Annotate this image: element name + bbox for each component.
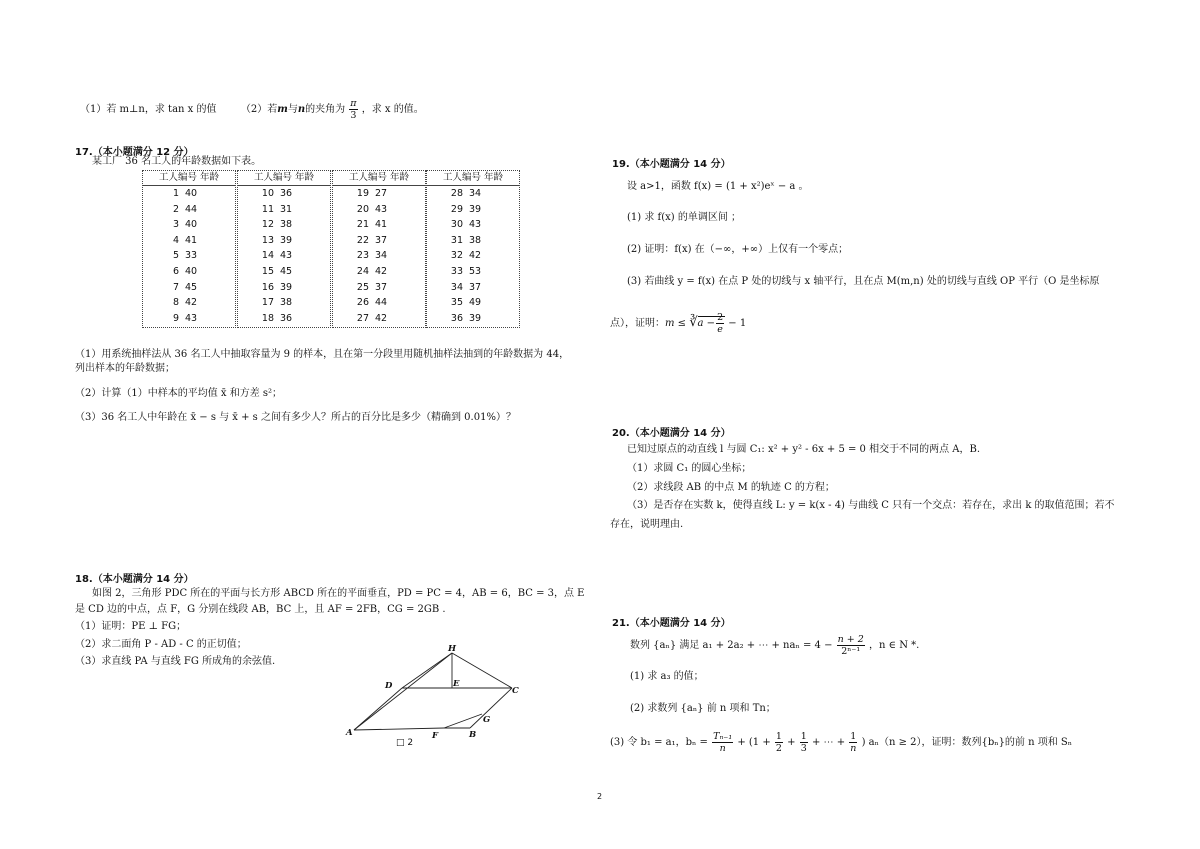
q20-p3-line2: 存在，说明理由. — [610, 519, 684, 530]
label-D: D — [385, 681, 393, 691]
q18-p3: （3）求直线 PA 与直线 FG 所成角的余弦值. — [75, 656, 276, 667]
page-number: 2 — [597, 792, 603, 801]
worker-age: 39 — [469, 203, 482, 215]
q17-p1-line2: 列出样本的年龄数据； — [75, 363, 175, 374]
worker-id: 21 — [356, 219, 369, 231]
q20-header: 20.（本小题满分 14 分） — [612, 428, 731, 439]
worker-id: 34 — [450, 281, 463, 293]
worker-id: 3 — [172, 219, 179, 231]
worker-age: 49 — [469, 297, 482, 309]
q16-part1: （1）若 m⊥n，求 tan x 的值 — [80, 104, 217, 115]
label-H: H — [448, 644, 457, 654]
edge-BC — [470, 688, 512, 728]
q16-part2-pre: （2）若 — [240, 104, 278, 115]
table-header: 工人编号 年龄 — [238, 171, 330, 186]
q16-fraction: $\frac{\pi}{3}$ — [350, 98, 357, 121]
worker-id: 23 — [356, 250, 369, 262]
worker-id: 31 — [450, 234, 463, 246]
worker-id: 19 — [356, 188, 369, 199]
table-row — [143, 188, 235, 204]
figure-caption: □ 2 — [396, 738, 414, 748]
table-row — [238, 219, 330, 235]
worker-age: 42 — [469, 250, 482, 262]
worker-age: 34 — [469, 188, 482, 199]
table-block — [426, 170, 520, 328]
q16-n: n — [297, 104, 306, 115]
table-row — [143, 282, 235, 298]
q17-p1-line1: （1）用系统抽样法从 36 名工人中抽取容量为 9 的样本，且在第一分段里用随机抽样法抽到的年龄数据为 44， — [75, 349, 570, 360]
worker-id: 6 — [172, 266, 179, 277]
edge-HD — [402, 653, 452, 688]
table-row — [427, 282, 519, 298]
q19-header: 19.（本小题满分 14 分） — [612, 159, 731, 170]
worker-age: 53 — [469, 266, 482, 277]
table-row — [333, 297, 425, 313]
q16-part2-post: 的夹角为 — [305, 104, 346, 115]
worker-id: 25 — [356, 281, 369, 293]
q19-intro: 设 a>1，函数 f(x) = (1 + x²)eˣ − a 。 — [627, 181, 809, 192]
table-row — [143, 235, 235, 251]
q19-p3-line1: (3) 若曲线 y = f(x) 在点 P 处的切线与 x 轴平行，且在点 M(m,n) 处的切线与直线 OP 平行（O 是坐标原 — [627, 276, 1100, 287]
q16-part2-mid: 与 — [287, 104, 298, 115]
worker-id: 35 — [450, 297, 463, 309]
worker-age: 31 — [280, 203, 293, 215]
edge-AD — [354, 688, 402, 730]
worker-id: 29 — [450, 203, 463, 215]
label-F: F — [432, 731, 439, 741]
q19-p2: (2) 证明：f(x) 在（−∞，+∞）上仅有一个零点； — [627, 244, 849, 255]
q21-p2: (2) 求数列 {aₙ} 前 n 项和 Tn； — [630, 703, 776, 714]
worker-id: 2 — [172, 203, 179, 215]
worker-age: 40 — [185, 266, 198, 277]
q18-line2: 是 CD 边的中点，点 F，G 分别在线段 AB，BC 上，且 AF = 2FB，CG = 2GB . — [75, 604, 446, 615]
worker-age: 36 — [280, 188, 293, 199]
q17-intro: 某工厂 36 名工人的年龄数据如下表。 — [92, 156, 262, 167]
worker-id: 1 — [172, 188, 179, 199]
worker-age: 40 — [185, 188, 198, 199]
worker-age: 43 — [469, 219, 482, 231]
worker-age: 36 — [280, 312, 293, 324]
worker-age: 43 — [280, 250, 293, 262]
table-row — [238, 204, 330, 220]
worker-id: 5 — [172, 250, 179, 262]
worker-id: 14 — [261, 250, 274, 262]
edge-HC — [452, 653, 512, 688]
table-header: 工人编号 年龄 — [143, 171, 235, 186]
q21-p1: (1) 求 a₃ 的值； — [630, 671, 704, 682]
table-row — [427, 204, 519, 220]
table-row — [427, 250, 519, 266]
q18-header: 18.（本小题满分 14 分） — [75, 574, 194, 585]
worker-age: 41 — [185, 234, 198, 246]
worker-age: 37 — [375, 281, 388, 293]
label-E: E — [453, 679, 460, 689]
worker-id: 12 — [261, 219, 274, 231]
table-header: 工人编号 年龄 — [333, 171, 425, 186]
q16-line — [80, 98, 424, 121]
table-row — [238, 250, 330, 266]
table-row — [143, 204, 235, 220]
worker-age: 38 — [280, 297, 293, 309]
worker-age: 45 — [280, 266, 293, 277]
table-block — [237, 170, 331, 328]
worker-id: 32 — [450, 250, 463, 262]
worker-age: 34 — [375, 250, 388, 262]
worker-age: 42 — [375, 312, 388, 324]
table-row — [427, 219, 519, 235]
worker-age: 27 — [375, 188, 388, 199]
worker-age: 39 — [280, 234, 293, 246]
edge-AF — [354, 728, 444, 730]
q17-p2: （2）计算（1）中样本的平均值 x̄ 和方差 s²； — [75, 388, 283, 399]
worker-age: 39 — [280, 281, 293, 293]
radical-sign: ∛ — [689, 315, 698, 330]
worker-id: 13 — [261, 234, 274, 246]
table-row — [143, 313, 235, 329]
q18-p1: （1）证明：PE ⊥ FG； — [75, 621, 187, 632]
q21-p3: (3) 令 b₁ = a₁，bₙ = $\frac{\text{Tₙ₋₁}}{n}$ + (1 + $\frac{1}{2}$ + $\frac{1}{3}$ + ⋯ + $\frac{1}{n}$ ) aₙ（n ≥ 2），证明：数列{bₙ}的前 n 项和 Sₙ — [610, 731, 1073, 754]
worker-id: 10 — [261, 188, 274, 199]
worker-id: 30 — [450, 219, 463, 231]
worker-id: 36 — [450, 312, 463, 324]
worker-age: 40 — [185, 219, 198, 231]
q19-p3-line2: 点），证明：m ≤ ∛a − $\frac{2}{e}$ − 1 — [610, 312, 747, 335]
q16-m: m — [277, 104, 288, 115]
q21-header: 21.（本小题满分 14 分） — [612, 618, 731, 629]
table-row — [333, 266, 425, 282]
q18-line1: 如图 2，三角形 PDC 所在的平面与长方形 ABCD 所在的平面垂直，PD = PC = 4，AB = 6，BC = 3，点 E — [92, 588, 585, 599]
table-row — [427, 313, 519, 329]
table-row — [333, 204, 425, 220]
worker-age: 42 — [185, 297, 198, 309]
q16-part2-end: ，求 x 的值。 — [361, 104, 424, 115]
table-row — [427, 297, 519, 313]
worker-age: 44 — [185, 203, 198, 215]
q20-p1: （1）求圆 C₁ 的圆心坐标； — [627, 463, 752, 474]
worker-id: 4 — [172, 234, 179, 246]
worker-id: 8 — [172, 297, 179, 309]
table-row — [238, 235, 330, 251]
worker-age: 39 — [469, 312, 482, 324]
worker-id: 27 — [356, 312, 369, 324]
table-row — [333, 250, 425, 266]
worker-id: 20 — [356, 203, 369, 215]
edge-FG — [444, 714, 482, 728]
q21-intro: 数列 {aₙ} 满足 a₁ + 2a₂ + ⋯ + naₙ = 4 − $\frac{n + 2}{\text{2ⁿ⁻¹}}$ ，n ∈ N *. — [630, 634, 920, 657]
q19-p1: (1) 求 f(x) 的单调区间 ； — [627, 212, 742, 223]
table-row — [238, 282, 330, 298]
table-row — [333, 235, 425, 251]
table-row — [143, 297, 235, 313]
table-row — [427, 266, 519, 282]
table-row — [143, 219, 235, 235]
label-A: A — [346, 728, 353, 738]
worker-age: 42 — [375, 266, 388, 277]
worker-id: 24 — [356, 266, 369, 277]
worker-id: 33 — [450, 266, 463, 277]
worker-age: 33 — [185, 250, 198, 262]
q17-p3: （3）36 名工人中年龄在 x̄ − s 与 x̄ + s 之间有多少人？所占的百分比是多少（精确到 0.01%）？ — [75, 412, 516, 423]
edge-HA — [354, 653, 452, 730]
worker-age: 44 — [375, 297, 388, 309]
worker-age: 37 — [375, 234, 388, 246]
table-row — [333, 313, 425, 329]
table-block — [142, 170, 236, 328]
label-C: C — [512, 686, 519, 696]
label-G: G — [483, 715, 491, 725]
worker-age: 41 — [375, 219, 388, 231]
table-row — [238, 188, 330, 204]
table-row — [333, 282, 425, 298]
q20-p3-line1: （3）是否存在实数 k，使得直线 L: y = k(x - 4) 与曲线 C 只有一个交点：若存在，求出 k 的取值范围；若不 — [627, 500, 1115, 511]
table-row — [427, 235, 519, 251]
table-block — [332, 170, 426, 328]
worker-id: 11 — [261, 203, 274, 215]
q17-header: 17.（本小题满分 12 分） — [75, 147, 194, 158]
age-table — [142, 170, 520, 328]
table-row — [333, 219, 425, 235]
q18-figure — [340, 640, 540, 750]
q20-p2: （2）求线段 AB 的中点 M 的轨迹 C 的方程； — [627, 482, 835, 493]
table-row — [238, 297, 330, 313]
worker-id: 15 — [261, 266, 274, 277]
q20-intro: 已知过原点的动直线 l 与圆 C₁: x² + y² - 6x + 5 = 0 相交于不同的两点 A，B. — [627, 444, 981, 455]
table-row — [238, 266, 330, 282]
worker-age: 38 — [469, 234, 482, 246]
worker-age: 45 — [185, 281, 198, 293]
worker-id: 22 — [356, 234, 369, 246]
q18-p2: （2）求二面角 P - AD - C 的正切值； — [75, 639, 247, 650]
worker-age: 38 — [280, 219, 293, 231]
worker-id: 18 — [261, 312, 274, 324]
worker-age: 43 — [375, 203, 388, 215]
table-row — [333, 188, 425, 204]
worker-id: 7 — [172, 281, 179, 293]
table-header: 工人编号 年龄 — [427, 171, 519, 186]
worker-id: 17 — [261, 297, 274, 309]
table-row — [143, 266, 235, 282]
table-row — [143, 250, 235, 266]
worker-id: 26 — [356, 297, 369, 309]
worker-age: 43 — [185, 312, 198, 324]
worker-id: 16 — [261, 281, 274, 293]
table-row — [238, 313, 330, 329]
worker-id: 9 — [172, 312, 179, 324]
table-row — [427, 188, 519, 204]
worker-age: 37 — [469, 281, 482, 293]
label-B: B — [469, 730, 477, 740]
worker-id: 28 — [450, 188, 463, 199]
